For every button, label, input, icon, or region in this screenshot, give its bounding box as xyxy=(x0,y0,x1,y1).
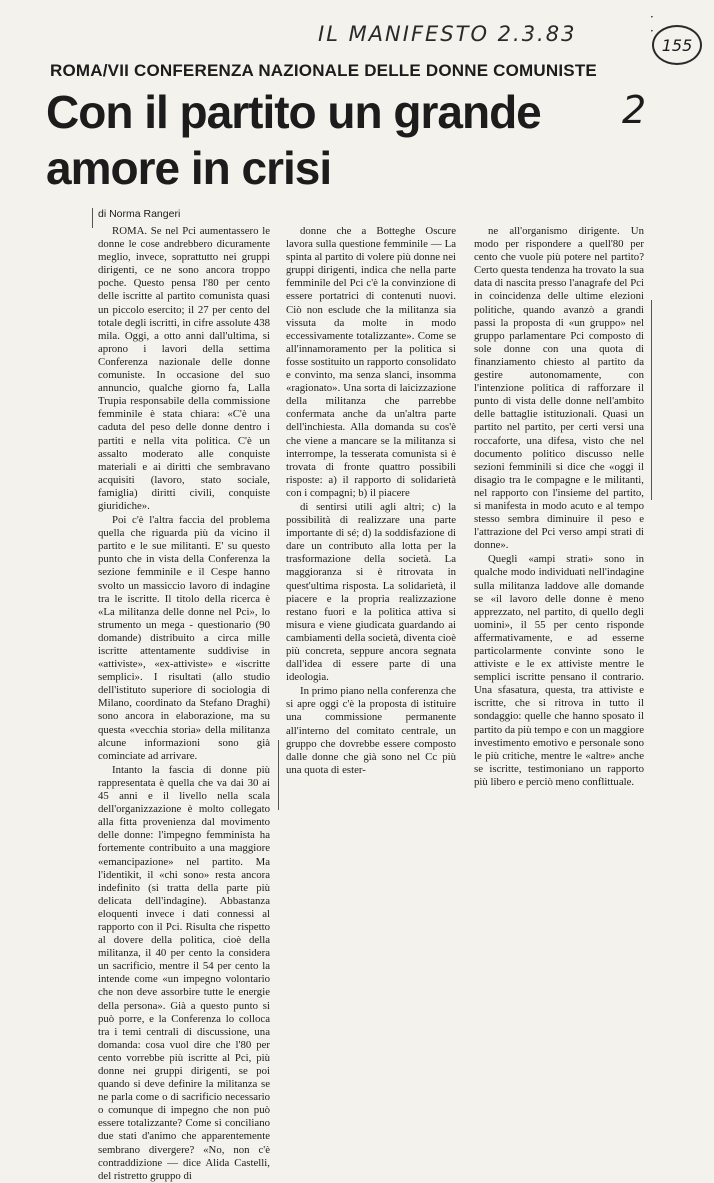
article-headline: Con il partito un grande amore in crisi xyxy=(46,86,541,194)
paragraph: Poi c'è l'altra faccia del problema quella che riguarda più da vicino il partito e le sue militanti. E' su questo punto che in vista della Conferenza la sezione femminile e il Cespe hanno svolto un massiccio lavoro di indagine tra le iscritte. Il titolo della ricerca è «La militanza delle donne nel Pci», lo strumento un mega - questionario (90 domande) distribuito a circa mille iscritte attentamente suddivise in «attiviste», «ex-attiviste» e «iscritte semplici». I risultati (allo studio dell'istituto superiore di sociologia di Milano, coordinato da Stefano Draghi) sono ancora in elaborazione, ma su questa «vecchia storia» della militanza alcune informazioni sono già cominciate ad arrivare. xyxy=(98,514,270,762)
paragraph: donne che a Botteghe Oscure lavora sulla questione femminile — La spinta al partito di volere più donne nei gruppi dirigenti, indica che nella parte femminile del Pci c'è la convinzione di essere portatrici di contenuti nuovi. Ciò non esclude che la militanza sia vissuta da molte in modo eccessivamente totalizzante». Come se all'innamoramento per la politica si fosse sostituito un rapporto consolidato e convinto, ma senza slanci, insomma «ragionato». Una sorta di laicizzazione della militanza che parrebbe confermata anche da un'altra parte dell'inchiesta. Alla domanda su cos'è che viene a mancare se la militanza si interrompe, la tesserata comunista si è trovata di fronte quattro possibili risposte: a) il rapporto di solidarietà con i compagni; b) il piacere xyxy=(286,225,456,499)
margin-dots: · · xyxy=(650,10,684,38)
archive-number-stamp: 155 xyxy=(652,25,702,65)
paragraph: In primo piano nella conferenza che si apre oggi c'è la proposta di istituire una commissione permanente all'interno del comitato centrale, un gruppo che dovrebbe essere composto dalle donne che già sono nel Cc più una quota di ester- xyxy=(286,685,456,776)
article-column-1 xyxy=(98,225,270,1182)
article-byline: di Norma Rangeri xyxy=(98,208,181,220)
handwritten-source-date: IL MANIFESTO 2.3.83 xyxy=(318,22,577,46)
column-divider xyxy=(651,300,652,500)
column-divider xyxy=(278,740,279,810)
paragraph: di sentirsi utili agli altri; c) la possibilità di realizzare una parte importante di sé; d) la soddisfazione di dare un contributo alla lotta per la trasformazione della società. La maggioranza si è ritrovata in quest'ultima risposta. La solidarietà, il piacere e la propria realizzazione restano fuori e la politica attiva si misura e viene giudicata guardando ai cambiamenti della società, diventa cioè più concreta, seppure ancora segnata dall'idea di essere parte di una ideologia. xyxy=(286,500,456,684)
paragraph: ROMA. Se nel Pci aumentassero le donne le cose andrebbero dicuramente meglio, invece, soprattutto nei gruppi dirigenti, ce ne sono ancora troppo poche. Questo pensa l'80 per cento delle iscritte al partito comunista quasi un piccolo esercito; il 27 per cento del totale degli iscritti, in cifre assolute 438 mila. Oggi, a otto anni dall'ultima, si aprono i lavori della settima Conferenza nazionale delle donne comuniste. In occasione del suo annuncio, qualche giorno fa, Lalla Trupia responsabile della commissione femminile è stata chiara: «C'è una caduta del peso delle donne dentro i partiti e nella vita politica. C'è un assalto moderato alle conquiste materiali e ai diritti che sembravano acquisiti (lavoro, stato sociale, famiglia) diritti civili, conquiste giuridiche». xyxy=(98,225,270,512)
paragraph: ne all'organismo dirigente. Un modo per rispondere a quell'80 per cento che vuole più potere nel partito? Certo questa tendenza ha trovato la sua data di nascita presso l'anagrafe del Pci in coincidenza delle ultime elezioni politiche, quando avanzò a grandi passi la proposta di «un gruppo» nel gruppo parlamentare Pci composto di sole donne con una quota di finanziamento chiesto al partito da gestire autonomamente, con l'intenzione politica di rafforzare il punto di vista delle donne nell'ambito delle battaglie istituzionali. Quasi un partito nel partito, per certi versi una roccaforte, una difesa, visto che nel documento politico discusso nelle sezioni femminili si dice che «oggi il disagio tra le compagne e le militanti, nel rapporto con l'insieme del partito, si manifesta in modo acuto e al tempo stesso sembra diminuire il peso e l'attrazione del Pci verso ampi strati di donne». xyxy=(474,225,644,552)
article-column-2 xyxy=(286,225,456,776)
article-column-3 xyxy=(474,225,645,788)
column-divider xyxy=(92,208,93,228)
paragraph: Quegli «ampi strati» sono in qualche modo individuati nell'indagine sulla militanza laddove alle domande se «il lavoro delle donne è meno apprezzato, nel partito, di quello degli uomini», il 55 per cento risponde affermativamente, e ad esserne particolarmente convinte sono le attiviste e le ex attiviste mentre le semplici iscritte pensano il contrario. Una sfasatura, questa, tra attiviste e iscritte, che si ritrova in tutto il sondaggio: quelle che hanno sposato il partito da più tempo e con un maggiore investimento emotivo e personale sono le più critiche, mentre le «altre» anche se iscritte, testimoniano un rapporto più libero e perciò meno conflittuale. xyxy=(474,553,645,788)
handwritten-side-mark: 2 xyxy=(622,88,647,132)
paragraph: Intanto la fascia di donne più rappresentata è quella che va dai 30 ai 45 anni e il livello nella scala dell'organizzazione è molto collegato alla fitta provenienza dal movimento delle donne: l'impegno femminista ha fortemente contribuito a una maggiore «emancipazione» nel partito. Ma l'identikit, il «chi sono» resta ancora indefinito (si tratta della parte più delicata dell'indagine). Abbastanza eloquenti invece i dati connessi al rapporto con il Pci. Risulta che rispetto al dovere della politica, cioè della militanza, il 40 per cento la considera un sacrificio, mentre il 54 per cento la intende come «un impegno volontario che non deve assorbire tutte le energie della persona». Già a questo punto si può porre, e la Conferenza lo colloca tra i temi centrali di discussione, una domanda: cosa vuol dire che l'80 per cento vorrebbe più iscritte al Pci, più donne nei gruppi dirigenti, se poi quando si deve definire la militanza se ne parla come o di sacrificio necessario o comunque di impegno che non può essere totalizzante? Come si conciliano due stati d'animo che apparentemente sembrano divergere? «No, non c'è contraddizione — dice Alida Castelli, del ristretto gruppo di xyxy=(98,763,270,1182)
article-kicker: ROMA/VII CONFERENZA NAZIONALE DELLE DONNE COMUNISTE xyxy=(50,61,597,80)
